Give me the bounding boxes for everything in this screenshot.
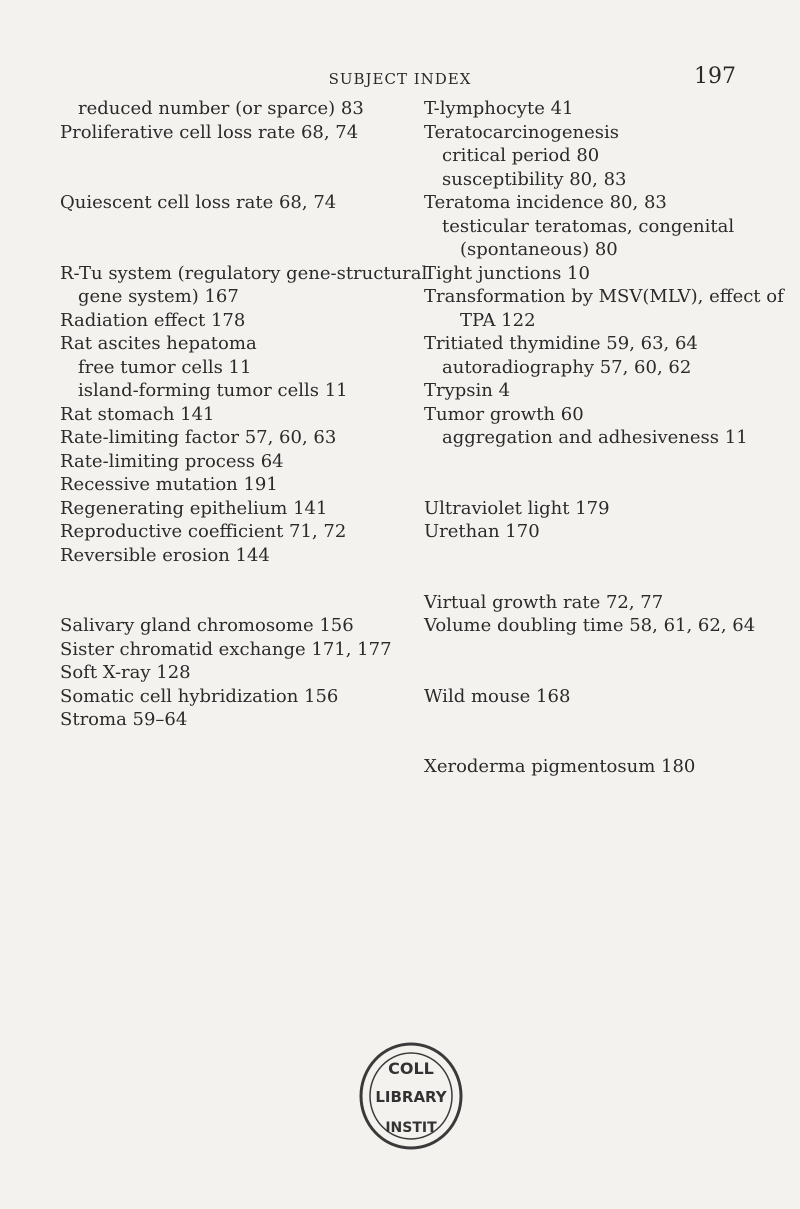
index-entry: Wild mouse 168 bbox=[424, 685, 571, 707]
stamp-text-middle: LIBRARY bbox=[375, 1088, 447, 1106]
index-entry: Urethan 170 bbox=[424, 521, 540, 542]
index-entry: Rat stomach 141 bbox=[60, 403, 215, 425]
index-entry: Quiescent cell loss rate 68, 74 bbox=[60, 192, 337, 213]
index-entry: Proliferative cell loss rate 68, 74 bbox=[60, 121, 359, 143]
index-entry: Rate-limiting process 64 bbox=[60, 450, 284, 472]
index-entry: Recessive mutation 191 bbox=[60, 474, 278, 495]
index-entry: Stroma 59–64 bbox=[60, 709, 188, 730]
index-entry: Virtual growth rate 72, 77 bbox=[424, 591, 664, 613]
library-stamp-graphic bbox=[346, 1034, 476, 1154]
entry-spacer bbox=[60, 215, 400, 262]
index-column-right bbox=[424, 97, 784, 779]
entry-spacer bbox=[424, 544, 764, 591]
index-entry: Trypsin 4 bbox=[424, 380, 511, 401]
index-subentry: autoradiography 57, 60, 62 bbox=[442, 356, 692, 378]
index-entry: Rate-limiting factor 57, 60, 63 bbox=[60, 427, 337, 448]
entry-spacer bbox=[424, 708, 764, 755]
index-subentry: critical period 80 bbox=[442, 145, 600, 166]
index-subentry: TPA 122 bbox=[460, 309, 536, 331]
page-number: 197 bbox=[694, 64, 736, 89]
stamp-text-top: COLL bbox=[388, 1059, 434, 1078]
index-entry: Tritiated thymidine 59, 63, 64 bbox=[424, 333, 698, 354]
index-entry: Soft X-ray 128 bbox=[60, 662, 191, 683]
library-stamp bbox=[346, 1034, 476, 1154]
index-subentry: island-forming tumor cells 11 bbox=[78, 380, 348, 401]
index-entry: Radiation effect 178 bbox=[60, 309, 246, 331]
index-entry: Volume doubling time 58, 61, 62, 64 bbox=[424, 615, 756, 636]
index-entry: Sister chromatid exchange 171, 177 bbox=[60, 638, 392, 660]
index-entry: R-Tu system (regulatory gene-structural bbox=[60, 262, 428, 284]
index-subentry: testicular teratomas, congenital bbox=[442, 215, 735, 237]
index-entry: Teratoma incidence 80, 83 bbox=[424, 192, 667, 213]
index-entry: T-lymphocyte 41 bbox=[424, 98, 574, 119]
entry-spacer bbox=[60, 144, 400, 191]
index-entry: Ultraviolet light 179 bbox=[424, 497, 610, 519]
index-subentry: free tumor cells 11 bbox=[78, 356, 252, 378]
index-entry: Reversible erosion 144 bbox=[60, 544, 270, 566]
index-entry: Somatic cell hybridization 156 bbox=[60, 685, 339, 707]
entry-spacer bbox=[424, 450, 764, 497]
index-entry: Tumor growth 60 bbox=[424, 403, 584, 425]
entry-spacer bbox=[60, 567, 400, 614]
index-entry: Rat ascites hepatoma bbox=[60, 333, 257, 354]
index-entry: Regenerating epithelium 141 bbox=[60, 497, 328, 519]
index-subentry: aggregation and adhesiveness 11 bbox=[442, 427, 748, 448]
index-subentry: susceptibility 80, 83 bbox=[442, 168, 627, 190]
index-entry: Salivary gland chromosome 156 bbox=[60, 615, 354, 636]
index-column-left bbox=[60, 97, 428, 732]
index-entry: Xeroderma pigmentosum 180 bbox=[424, 756, 696, 777]
index-entry: Transformation by MSV(MLV), effect of bbox=[424, 286, 784, 307]
index-subentry: gene system) 167 bbox=[78, 286, 239, 307]
stamp-text-bottom: INSTIT bbox=[385, 1120, 437, 1136]
page-header bbox=[60, 58, 740, 98]
index-entry: Tight junctions 10 bbox=[424, 262, 590, 284]
index-subentry: reduced number (or sparce) 83 bbox=[78, 98, 364, 119]
entry-spacer bbox=[424, 638, 764, 685]
index-entry: Teratocarcinogenesis bbox=[424, 121, 620, 143]
running-title: SUBJECT INDEX bbox=[328, 70, 472, 88]
index-entry: Reproductive coefficient 71, 72 bbox=[60, 521, 347, 542]
index-subentry: (spontaneous) 80 bbox=[460, 239, 618, 260]
